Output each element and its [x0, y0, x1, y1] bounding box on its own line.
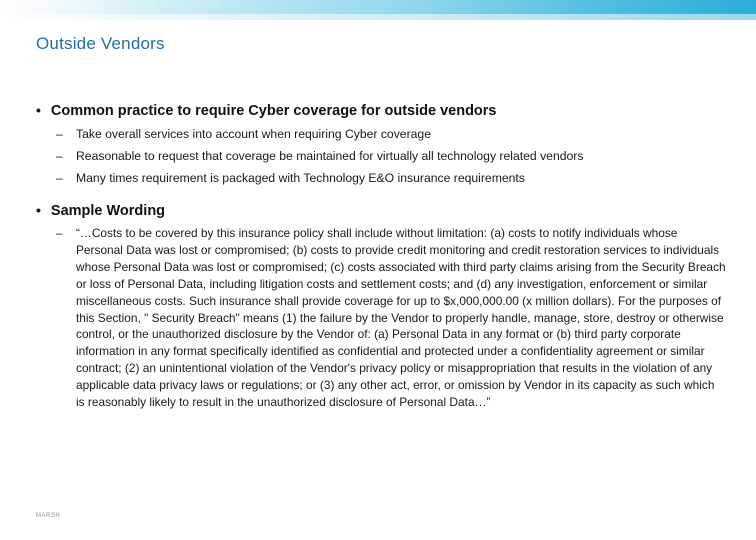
- dash-icon: –: [56, 226, 63, 240]
- sub-bullet-sample-wording: [56, 225, 726, 411]
- dash-icon: –: [56, 127, 63, 141]
- bullet-dot-icon: •: [36, 202, 41, 218]
- sub-bullet-text: Take overall services into account when requiring Cyber coverage: [76, 127, 431, 141]
- header-gradient-band: [0, 0, 756, 20]
- sub-bullet-tech-eo: [56, 171, 726, 185]
- bullet-dot-icon: •: [36, 102, 41, 118]
- bullet-text: Common practice to require Cyber coverage for outside vendors: [50, 103, 497, 119]
- sample-wording-text: “…Costs to be covered by this insurance policy shall include without limitation: (a) costs to notify individuals whose Personal Data was lost or compromised; (b) costs to provide credit monitoring and credit restoration services to individuals whose Personal Data was lost or compromised; (c) costs associated with third party claims arising from the Security Breach or loss of Personal Data, including litigation costs and settlement costs; and (d) any investigation, enforcement or similar miscellaneous costs. Such insurance shall provide coverage for up to $x,000,000.00 (x million dollars). For the purposes of this Section, " Security Breach" means (1) the failure by the Vendor to properly handle, manage, store, destroy or otherwise control, or the unauthorized disclosure by the Vendor of: (a) Personal Data in any format or (b) third party corporate information in any format specifically identified as confidential and protected under a confidentiality agreement or similar contract; (2) an unintentional violation of the Vendor's privacy policy or misappropriation that results in the violation of any applicable data privacy laws or regulations; or (3) any other act, error, or omission by Vendor in its capacity as such which is reasonably likely to result in the unauthorized disclosure of Personal Data…”: [76, 226, 726, 410]
- footer-logo-text: MARSH: [36, 513, 61, 519]
- bullet-text: Sample Wording: [50, 203, 166, 219]
- dash-icon: –: [56, 149, 63, 163]
- sub-bullet-overall-services: [56, 127, 726, 141]
- sub-bullet-reasonable-request: [56, 149, 726, 163]
- bullet-sample-wording: [36, 202, 165, 219]
- bullet-cyber-coverage: [36, 102, 497, 119]
- sub-bullet-text: Reasonable to request that coverage be maintained for virtually all technology related vendors: [76, 149, 584, 163]
- sub-bullet-text: Many times requirement is packaged with Technology E&O insurance requirements: [76, 171, 525, 185]
- dash-icon: –: [56, 171, 63, 185]
- slide-title: Outside Vendors: [36, 34, 165, 53]
